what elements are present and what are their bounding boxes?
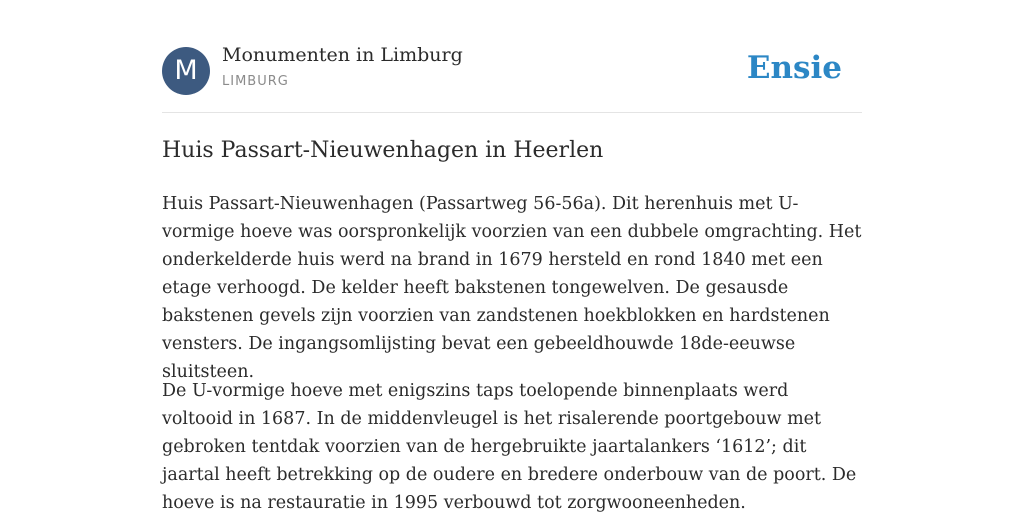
article-paragraph-2: De U-vormige hoeve met enigszins taps toelopende binnenplaats werd voltooid in 1687. In de middenvleugel is het risalerende poortgebouw met gebroken tentdak voorzien van de hergebruikte jaartalankers ‘1612’; dit jaartal heeft betrekking op de oudere en bredere onderbouw van de poort. De hoeve is na restauratie in 1995 verbouwd tot zorgwooneenheden. [162, 381, 857, 512]
region-label: LIMBURG [222, 74, 289, 89]
content-column [162, 0, 862, 512]
article-paragraph-1: Huis Passart-Nieuwenhagen (Passartweg 56-56a). Dit herenhuis met U-vormige hoeve was oorspronkelijk voorzien van een dubbele omgrachting. Het onderkelderde huis werd na brand in 1679 hersteld en rond 1840 met een etage verhoogd. De kelder heeft bakstenen tongewelven. De gesausde bakstenen gevels zijn voorzien van zandstenen hoekblokken en hardstenen vensters. De ingangsomlijsting bevat een gebeeldhouwde 18de-eeuwse sluitsteen. [162, 194, 862, 382]
collection-avatar[interactable]: M [162, 47, 210, 95]
collection-title-link[interactable]: Monumenten in Limburg [222, 44, 463, 66]
article-title: Huis Passart-Nieuwenhagen in Heerlen [162, 138, 604, 163]
ensie-logo-link[interactable]: Ensie [746, 50, 842, 86]
collection-header [162, 0, 862, 113]
